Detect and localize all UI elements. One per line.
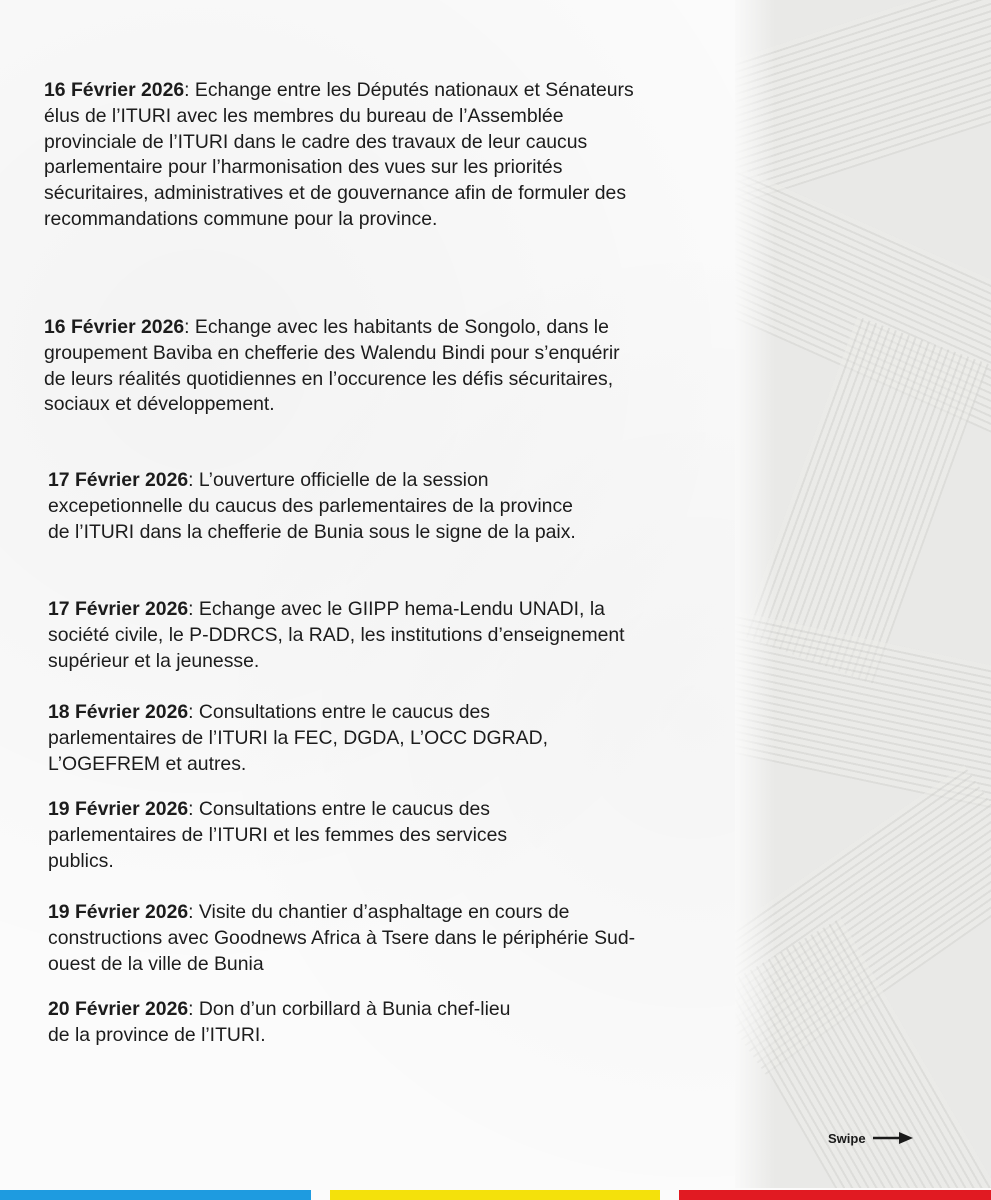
timeline-entry xyxy=(48,900,658,977)
arrow-right-icon xyxy=(872,1130,914,1146)
entry-date: 18 Février 2026 xyxy=(48,701,189,723)
timeline-entry xyxy=(44,78,634,233)
timeline-entry xyxy=(48,997,528,1049)
entry-text: : Consultations entre le caucus des parlementaires de l’ITURI la FEC, DGDA, L’OCC DGRAD, L’OGEFREM et autres. xyxy=(48,701,548,775)
entry-date: 17 Février 2026 xyxy=(48,598,189,620)
entry-text: : Echange avec les habitants de Songolo, dans le groupement Baviba en chefferie des Walendu Bindi pour s’enquérir de leurs réalités quotidiennes en l’occurence les défis sécuritaires, sociaux et développement. xyxy=(44,316,620,416)
newspaper-decoration xyxy=(735,0,991,1188)
swipe-label: Swipe xyxy=(828,1130,866,1146)
entry-date: 16 Février 2026 xyxy=(44,316,185,338)
entry-text: : Don d’un corbillard à Bunia chef-lieu de la province de l’ITURI. xyxy=(48,998,511,1046)
entry-date: 17 Février 2026 xyxy=(48,469,189,491)
entry-text: : Echange entre les Députés nationaux et Sénateurs élus de l’ITURI avec les membres du bureau de l’Assemblée provinciale de l’ITURI dans le cadre des travaux de leur caucus parlementaire pour l’harmonisation des vues sur les priorités sécuritaires, administratives et de gouvernance afin de formuler des recommandations commune pour la province. xyxy=(44,79,634,230)
swipe-hint[interactable] xyxy=(828,1130,914,1146)
entry-date: 19 Février 2026 xyxy=(48,901,189,923)
entry-date: 16 Février 2026 xyxy=(44,79,185,101)
timeline-entry xyxy=(44,315,634,418)
timeline-entry xyxy=(48,700,578,777)
entry-text: : Echange avec le GIIPP hema-Lendu UNADI, la société civile, le P-DDRCS, la RAD, les institutions d’enseignement supérieur et la jeunesse. xyxy=(48,598,625,672)
timeline-entry xyxy=(48,797,578,874)
entry-date: 20 Février 2026 xyxy=(48,998,189,1020)
timeline-entry xyxy=(48,468,588,545)
flag-bar-blue xyxy=(0,1190,311,1200)
entry-text: : L’ouverture officielle de la session excepetionnelle du caucus des parlementaires de la province de l’ITURI dans la chefferie de Bunia sous le signe de la paix. xyxy=(48,469,576,543)
entry-text: : Visite du chantier d’asphaltage en cours de constructions avec Goodnews Africa à Tsere dans le périphérie Sud-ouest de la ville de Bunia xyxy=(48,901,636,975)
entry-date: 19 Février 2026 xyxy=(48,798,189,820)
flag-bar-red xyxy=(679,1190,991,1200)
timeline-entry xyxy=(48,597,628,674)
entry-text: : Consultations entre le caucus des parlementaires de l’ITURI et les femmes des services publics. xyxy=(48,798,508,872)
flag-bar-yellow xyxy=(330,1190,660,1200)
